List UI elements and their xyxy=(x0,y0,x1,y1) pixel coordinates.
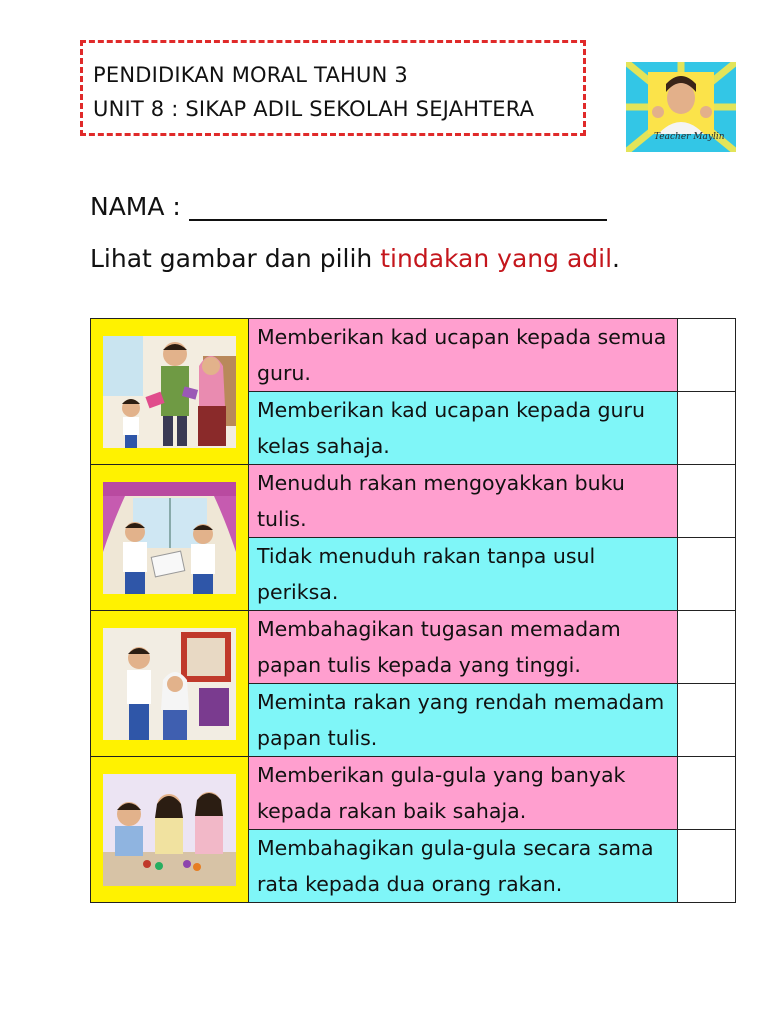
subject-title: PENDIDIKAN MORAL TAHUN 3 xyxy=(93,63,408,87)
torn-book-illustration xyxy=(103,482,236,594)
instruction xyxy=(90,244,620,273)
option-cell: Memberikan gula-gula yang banyak kepada rakan baik sahaja. xyxy=(249,757,678,830)
answer-checkbox[interactable] xyxy=(678,319,736,392)
question-picture-cell xyxy=(91,319,249,465)
cleaning-board-illustration xyxy=(103,628,236,740)
title-box xyxy=(80,40,586,136)
option-cell: Memberikan kad ucapan kepada semua guru. xyxy=(249,319,678,392)
answer-checkbox[interactable] xyxy=(678,757,736,830)
giving-cards-illustration xyxy=(103,336,236,448)
question-picture-cell xyxy=(91,465,249,611)
table-row xyxy=(91,757,736,830)
answer-checkbox[interactable] xyxy=(678,538,736,611)
answer-checkbox[interactable] xyxy=(678,611,736,684)
instruction-highlight: tindakan yang adil xyxy=(380,244,613,273)
option-cell: Membahagikan gula-gula secara sama rata kepada dua orang rakan. xyxy=(249,830,678,903)
answer-table xyxy=(90,318,736,903)
answer-checkbox[interactable] xyxy=(678,830,736,903)
question-picture-cell xyxy=(91,757,249,903)
name-field xyxy=(90,192,607,221)
sharing-sweets-illustration xyxy=(103,774,236,886)
logo-caption: Teacher Maylin xyxy=(654,132,725,142)
table-row xyxy=(91,319,736,392)
answer-checkbox[interactable] xyxy=(678,465,736,538)
name-label: NAMA : xyxy=(90,192,181,221)
answer-checkbox[interactable] xyxy=(678,684,736,757)
option-cell: Menuduh rakan mengoyakkan buku tulis. xyxy=(249,465,678,538)
option-cell: Meminta rakan yang rendah memadam papan tulis. xyxy=(249,684,678,757)
unit-title: UNIT 8 : SIKAP ADIL SEKOLAH SEJAHTERA xyxy=(93,97,535,121)
teacher-logo xyxy=(626,62,736,152)
option-cell: Memberikan kad ucapan kepada guru kelas sahaja. xyxy=(249,392,678,465)
option-cell: Tidak menuduh rakan tanpa usul periksa. xyxy=(249,538,678,611)
answer-checkbox[interactable] xyxy=(678,392,736,465)
instruction-suffix: . xyxy=(612,244,620,273)
table-row xyxy=(91,465,736,538)
option-cell: Membahagikan tugasan memadam papan tulis kepada yang tinggi. xyxy=(249,611,678,684)
table-row xyxy=(91,611,736,684)
name-blank-line[interactable] xyxy=(189,193,607,221)
question-picture-cell xyxy=(91,611,249,757)
instruction-prefix: Lihat gambar dan pilih xyxy=(90,244,381,273)
